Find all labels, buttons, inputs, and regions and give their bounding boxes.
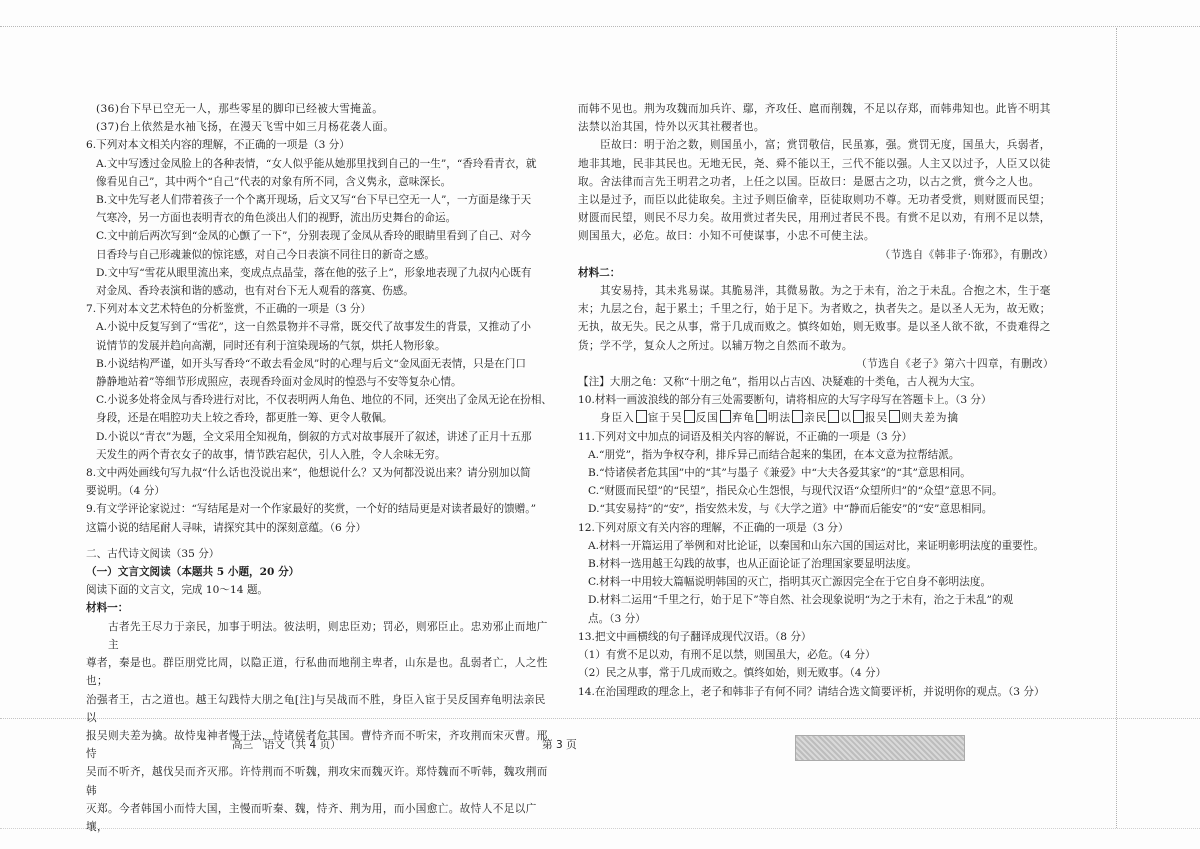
right-text-line <box>578 409 1054 427</box>
answer-box-H <box>889 410 900 423</box>
right-text-line: 主以是过予，而臣以此徒取矣。主过予则臣偷幸，臣徒取则功不尊。无功者受赏，则财匮而民望； <box>578 194 1051 207</box>
left-text-line: (36)台下早已空无一人，那些零星的脚印已经被大雪掩盖。 <box>96 103 384 115</box>
left-text-line: 尊者，秦是也。群臣朋党比周，以隐正道，行私曲而地削主卑者，山东是也。乱弱者亡，人之性也； <box>86 657 548 688</box>
left-text-line: 吴而不听齐，越伐吴而齐灭邢。许恃荆而不听魏，荆攻宋而魏灭许。郑恃魏而不听韩，魏攻荆而韩 <box>86 766 548 797</box>
left-text-line: 天发生的两个青衣女子的故事，情节跌宕起伏，引人入胜，令人余味无穷。 <box>96 448 446 461</box>
left-text-line: （一）文言文阅读（本题共 5 小题，20 分） <box>86 566 300 579</box>
right-text-line: 11.下列对文中加点的词语及相关内容的解说，不正确的一项是（3 分） <box>578 430 913 443</box>
left-text-line: (37)台上依然是水袖飞扬，在漫天飞雪中如三月杨花袭人面。 <box>96 121 395 134</box>
right-text-line: D.材料二运用“千里之行，始于足下”等自然、社会现象说明“为之于未有，治之于未乱”的观 <box>588 594 1014 607</box>
right-text-line: C.“财匮而民望”的“民望”，指民众心生怨恨，与现代汉语“众望所归”的“众望”意思不同。 <box>588 485 1003 498</box>
left-text-line: 气寒冷，另一方面也表明青衣的角色淡出人们的视野，流出历史舞台的命运。 <box>96 212 457 225</box>
right-text-line: 财匮而民望，则民不尽力矣。故用赏过者失民，用刑过者民不畏。有赏不足以劝，有刑不足以禁， <box>578 212 1051 225</box>
answer-box-E <box>792 410 803 423</box>
left-text-line: 日香玲与自己形魂兼似的惊诧感，对自己今日表演不同往日的新奇之感。 <box>96 248 435 261</box>
left-text-line: 这篇小说的结尾耐人寻味，请探究其中的深刻意蕴。（6 分） <box>86 521 367 534</box>
right-text-line: 则国虽大，必危。故曰：小知不可使谋事，小忠不可使主法。 <box>578 230 875 243</box>
right-text-line: B.“恃诸侯者危其国”中的“其”与墨子《兼爱》中“大夫各爱其家”的“其”意思相同。 <box>588 467 971 480</box>
right-dotted-border <box>1116 28 1117 828</box>
answer-box-G <box>853 410 864 423</box>
right-text-line: A.材料一开篇运用了举例和对比论证，以秦国和山东六国的国运对比，来证明彰明法度的重要性。 <box>588 539 1044 552</box>
answer-box-B <box>684 410 695 423</box>
top-dotted-border <box>0 26 1200 27</box>
left-text-line: 要说明。（4 分） <box>86 485 165 498</box>
left-text-line: 对金凤、香玲表演和谐的感动，也有对台下无人观看的落寞、伤感。 <box>96 285 414 298</box>
boxline-segment: 弃龟 <box>731 412 755 425</box>
right-text-line: 点。（3 分） <box>588 612 646 625</box>
left-column <box>86 100 556 836</box>
left-text-line: 像看见自己”，其中两个“自己”代表的对象有所不同，含义隽永，意味深长。 <box>96 175 452 188</box>
left-text-line: 8.文中两处画线句写九叔“什么话也没说出来”，他想说什么？又为何都没说出来？请分别加以简 <box>86 467 531 480</box>
right-text-line: 10.材料一画波浪线的部分有三处需要断句，请将相应的大写字母写在答题卡上。（3 分） <box>578 394 992 407</box>
boxline-segment: 明法 <box>767 412 792 425</box>
boxline-segment: 报吴 <box>864 412 889 425</box>
left-text-line: 灭郑。今者韩国小而恃大国，主慢而听秦、魏，恃齐、荆为用，而小国愈亡。故恃人不足以广壤， <box>86 802 537 833</box>
left-text-line: 古者先王尽力于亲民，加事于明法。彼法明，则忠臣劝；罚必，则邪臣止。忠劝邪止而地广主 <box>108 620 548 651</box>
left-text-line: 6.下列对本文相关内容的理解，不正确的一项是（3 分） <box>86 139 350 152</box>
answer-box-F <box>828 410 839 423</box>
right-text-line: 法禁以治其国，恃外以灭其社稷者也。 <box>578 121 765 134</box>
right-text-line: 【注】大朋之龟：又称“十朋之龟”，指用以占吉凶、决疑难的十类龟，古人视为大宝。 <box>578 376 981 389</box>
right-text-line: 材料二： <box>578 266 621 279</box>
right-text-line: 臣故曰：明于治之数，则国虽小，富；赏罚敬信，民虽寡，强。赏罚无度，国虽大，兵弱者， <box>600 139 1051 152</box>
left-text-line: 报吴则夫差为擒。故恃鬼神者慢于法，恃诸侯者危其国。曹恃齐而不听宋，齐攻荆而宋灭曹。邢恃 <box>86 729 548 761</box>
right-text-line: 其安易持，其未兆易谋。其脆易泮，其微易散。为之于未有，治之于未乱。合抱之木，生于毫 <box>600 285 1051 298</box>
boxline-segment: 亲民 <box>804 412 828 425</box>
left-text-line: 二、古代诗文阅读（35 分） <box>86 547 220 560</box>
left-text-line: 身段，还是在唱腔功夫上较之香玲，都更胜一筹、更令人敬佩。 <box>96 412 393 425</box>
footer-subject: 高三 语文（共 4 页） <box>232 739 341 751</box>
answer-box-C <box>720 410 731 423</box>
right-text-line: （1）有赏不足以劝，有刑不足以禁，则国虽大，必危。（4 分） <box>578 649 876 662</box>
left-text-line: 9.有文学评论家说过：“写结尾是对一个作家最好的奖赏，一个好的结局更是对读者最好的馈赠。” <box>86 503 536 516</box>
left-text-line: D.小说以“青衣”为题，全文采用全知视角，倒叙的方式对故事展开了叙述，讲述了正月十五那 <box>96 430 532 443</box>
left-text-line: 说情节的发展并趋向高潮，同时还有利于渲染现场的气氛，烘托人物形象。 <box>96 339 446 352</box>
left-text-line: 阅读下面的文言文，完成 10～14 题。 <box>86 584 269 597</box>
left-text-line: B.文中先写老人们带着孩子一个个离开现场，后文又写“台下早已空无一人”，一方面是缘于天 <box>96 194 532 207</box>
answer-box-D <box>756 410 767 423</box>
right-text-line: 无执，故无失。民之从事，常于几成而败之。慎终如始，则无败事。是以圣人欲不欲，不贵难得之 <box>578 321 1051 334</box>
right-text-line: 而韩不见也。荆为攻魏而加兵许、鄢，齐攻任、扈而削魏，不足以存郑，而韩弗知也。此皆不明其 <box>578 103 1051 115</box>
answer-box-A <box>636 410 647 423</box>
right-text-line: 12.下列对原文有关内容的理解，不正确的一项是（3 分） <box>578 521 849 534</box>
left-text-line: B.小说结构严谨，如开头写香玲“不敢去看金凤”时的心理与后文“金凤面无表情，只是在门口 <box>96 357 526 370</box>
right-text-line: C.材料一中用较大篇幅说明韩国的灭亡，指明其灭亡源因完全在于它自身不彰明法度。 <box>588 576 992 589</box>
right-text-line: （节选自《韩非子·饰邪》，有删改） <box>879 248 1054 261</box>
right-text-line: 末；九层之台，起于累土；千里之行，始于足下。为者败之，执者失之。是以圣人无为，故无败； <box>578 303 1051 316</box>
boxline-segment: 则夫差为擒 <box>901 412 960 425</box>
right-text-line: （2）民之从事，常于几成而败之。慎终如始，则无败事。（4 分） <box>578 667 887 680</box>
left-text-line: A.文中写透过金凤脸上的各种表情，“女人似乎能从她那里找到自己的一生”，“香玲看青衣，就 <box>96 157 537 170</box>
left-text-line: 静静地站着”等细节形成照应，表现香玲面对金凤时的惶恐与不安等复杂心情。 <box>96 376 462 389</box>
left-text-line: C.文中前后两次写到“金凤的心颤了一下”，分别表现了金凤从香玲的眼睛里看到了自己、对今 <box>96 230 532 243</box>
right-text-line: D.“其安易持”的“安”，指安然未发，与《大学之道》中“静而后能安”的“安”意思相同。 <box>588 503 993 516</box>
left-text-line: C.小说多处将金凤与香玲进行对比，不仅表明两人角色、地位的不同，还突出了金凤无论在扮相、 <box>96 394 553 407</box>
right-text-line: 14.在治国理政的理念上，老子和韩非子有何不同？请结合选文简要评析，并说明你的观点。（3 分） <box>578 685 1045 698</box>
boxline-segment: 身臣入 <box>600 412 635 425</box>
left-text-line: 治强者王，古之道也。越王勾践恃大朋之龟[注]与吴战而不胜，身臣入宦于吴反国弃龟明法亲民以 <box>86 693 546 724</box>
right-text-line: 13.把文中画横线的句子翻译成现代汉语。（8 分） <box>578 630 812 643</box>
right-text-line: B.材料一选用越王勾践的故事，也从正面论证了治理国家要显明法度。 <box>588 558 917 571</box>
right-text-line: 地非其地，民非其民也。无地无民，尧、舜不能以王，三代不能以强。人主又以过予，人臣又以徒 <box>578 157 1051 170</box>
left-text-line: 材料一： <box>86 602 129 615</box>
footer-page-number: 第 3 页 <box>542 739 577 751</box>
right-text-line: （节选自《老子》第六十四章，有删改） <box>856 357 1054 370</box>
left-text-line: D.文中写“雪花从眼里流出来，变成点点晶莹，落在他的弦子上”，形象地表现了九叔内心既有 <box>96 266 532 279</box>
boxline-segment: 宦于吴 <box>647 412 683 425</box>
barcode-stamp <box>795 735 965 761</box>
left-text-line: 7.下列对本文艺术特色的分析鉴赏，不正确的一项是（3 分） <box>86 303 372 316</box>
boxline-segment: 以 <box>840 412 852 425</box>
right-column <box>578 100 1054 701</box>
boxline-segment: 反国 <box>695 412 719 425</box>
right-text-line: 货；学不学，复众人之所过。以辅万物之自然而不敢为。 <box>578 339 853 352</box>
right-text-line: 取。舍法律而言先王明君之功者，上任之以国。臣故曰：是愿古之功，以古之赏，赏今之人也。 <box>578 175 1040 188</box>
left-text-line <box>86 537 556 545</box>
left-text-line: A.小说中反复写到了“雪花”，这一自然景物并不寻常，既交代了故事发生的背景，又推动了小 <box>96 321 532 334</box>
right-text-line: A.“朋党”，指为争权夺利，排斥异己而结合起来的集团，在本文意为拉帮结派。 <box>588 448 960 461</box>
